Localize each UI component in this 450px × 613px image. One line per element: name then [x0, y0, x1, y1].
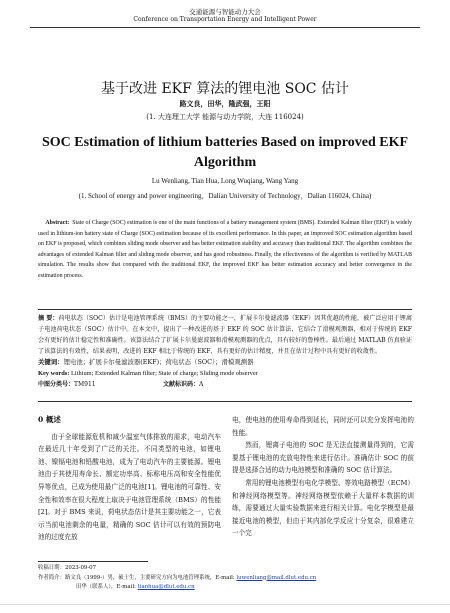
keywords-en-text: Lithium; Extended Kalman filter; State of charge; Sliding mode observer [71, 370, 258, 377]
body-paragraph: 常用的锂电池模型有电化学模型、等效电路模型（ECM）和神经网络模型等。神经网络模型依赖于大量样本数据的训练，需要通过大量实验数据来进行相关计算。电化学模型是最接近电池的模型，但由于其内部化学反应十分复杂，很难建立一个完 [232, 478, 414, 538]
doc-value: A [199, 381, 204, 388]
clc-value: TM911 [74, 381, 96, 388]
section-heading: 0 概述 [38, 415, 61, 424]
keywords-zh [38, 357, 412, 368]
abstract-en-label: Abstract: [45, 220, 70, 226]
affiliation-zh: (1. 大连理工大学 能源与动力学院，大连 116024) [146, 113, 304, 121]
keywords-en-label: Key words: [38, 370, 70, 377]
abstract-zh-text: 荷电状态（SOC）估计是电池管理系统（BMS）的主要功能之一，扩展卡尔曼滤波器（EKF）因其优越的性能，被广泛应用于锂离子电池荷电状态（SOC）估计中。在本文中，提出了一种改进的基于 EKF 的 SOC 估计算法，它结合了滑模观测器，相对于传统的 EKF 会有更好的估计稳定性和准确性。该算法结合了扩展卡尔曼滤波器和滑模观测器的优点，具有较好的鲁棒性。最后通过 MATLAB 仿真验证了该算法的有效性，结果表明，改进的 EKF 相比于传统的 EKF，具有更好的估计精度，并且在估计过程中具有更好的收敛性。 [38, 315, 412, 355]
body-paragraph: 电，使电池的使用寿命得到延长，同时还可以充分发挥电池的性能。 [232, 416, 414, 437]
page-bottom-edge [0, 604, 450, 605]
keywords-en [38, 368, 412, 379]
email-link-2[interactable]: tianhua@dlut.edu.cn [137, 584, 195, 590]
abstract-en [38, 218, 412, 282]
abstract-zh-box [38, 313, 412, 390]
abstract-zh-top-rule [38, 309, 412, 310]
keywords-zh-text: 锂电池；扩展卡尔曼滤波器(EKF)；荷电状态（SOC）；滑模观测器 [63, 358, 254, 366]
keywords-zh-label: 关键词： [38, 358, 64, 366]
abstract-en-text: State of Charge (SOC) estimation is one of the main functions of a battery management system (BMS). Extended Kalman filter (EKF) is widely used in lithium-ion battery state of Charge (SOC) estimation because of its excellent performance. In this paper, an improved SOC estimation algorithm based on EKF is proposed, which combines sliding mode observer and has better estimation stability and accuracy than traditional EKF. The algorithm combines the advantages of extended Kalman filter and sliding mode observer, and has good robustness. Finally, the effectiveness of the algorithm is verified by MATLAB simulation. The results show that compared with the traditional EKF, the improved EKF has better estimation accuracy and better convergence in the estimation process. [38, 220, 412, 279]
running-header-zh: 交通能源与智能动力大会 [189, 8, 261, 16]
footnote [38, 564, 418, 593]
paper-title-zh: 基于改进 EKF 算法的锂电池 SOC 估计 [101, 81, 349, 97]
body-paragraph: 然而，锂离子电池的 SOC 是无法直接测量得到的，它需要基于锂电池的充放电特性来进行估计。准确估计 SOC 的前提是选择合适的动力电池模型和准确的 SOC 估计算法。 [232, 441, 414, 475]
affiliation-en: (1. School of energy and power engineering，Dalian University of Technology，Dalian 116024, China) [78, 192, 372, 200]
clc-code [38, 381, 96, 388]
header-rule [30, 27, 420, 28]
abstract-zh-bottom-rule [38, 401, 412, 402]
abstract-zh [38, 313, 412, 357]
body-paragraph: 由于全球能源危机和减少温室气体排放的需求，电动汽车在最近几十年受到了广泛的关注。不同类型的电池，如锂电池、镍镉电池和铅酸电池，成为了电动汽车的主要能源。锂电池由于其使用寿命长、额定功率高、标称电压高和安全性能优异等优点，已成为使用最广泛的电池[1]。锂电池的可靠性、安全性和效率在很大程度上取决于电池管理系统（BMS）的性能[2]。对于 BMS 来说，荷电状态估计是其主要功能之一，它表示当前电池剩余的电量，精确的 SOC 估计可以有效的预防电池的过度充放 [38, 432, 221, 542]
running-header-en: Conference on Transportation Energy and Intelligent Power [133, 16, 317, 23]
classification-line [38, 379, 412, 390]
doc-code [163, 379, 203, 390]
abstract-zh-label: 摘 要： [38, 315, 59, 322]
author-info-text: 作者简介：路文良（1999-）男，硕士生，主要研究方向为电池管理系统，E-mail: [38, 574, 237, 581]
body-column-right [232, 414, 414, 540]
doc-label: 文献标识码： [163, 381, 200, 388]
clc-label: 中图分类号： [38, 381, 75, 388]
email-link-1[interactable]: luwenliang@mail.dlut.edu.cn [236, 574, 317, 581]
body-column-left [38, 414, 221, 544]
received-date: 收稿日期：2023-09-07 [38, 565, 97, 571]
footnote-rule [38, 561, 148, 562]
paper-title-en: SOC Estimation of lithium batteries Based on improved EKF Algorithm [41, 135, 409, 170]
authors-zh: 路文良，田华，隆武强，王阳 [179, 99, 271, 108]
authors-en: Lu Wenliang, Tian Hua, Long Wuqiang, Wang Yang [151, 177, 299, 185]
author-info-2-text: 田华（联系人），E-mail: [76, 584, 138, 590]
author-info [38, 574, 418, 584]
author-info-2 [38, 583, 418, 593]
